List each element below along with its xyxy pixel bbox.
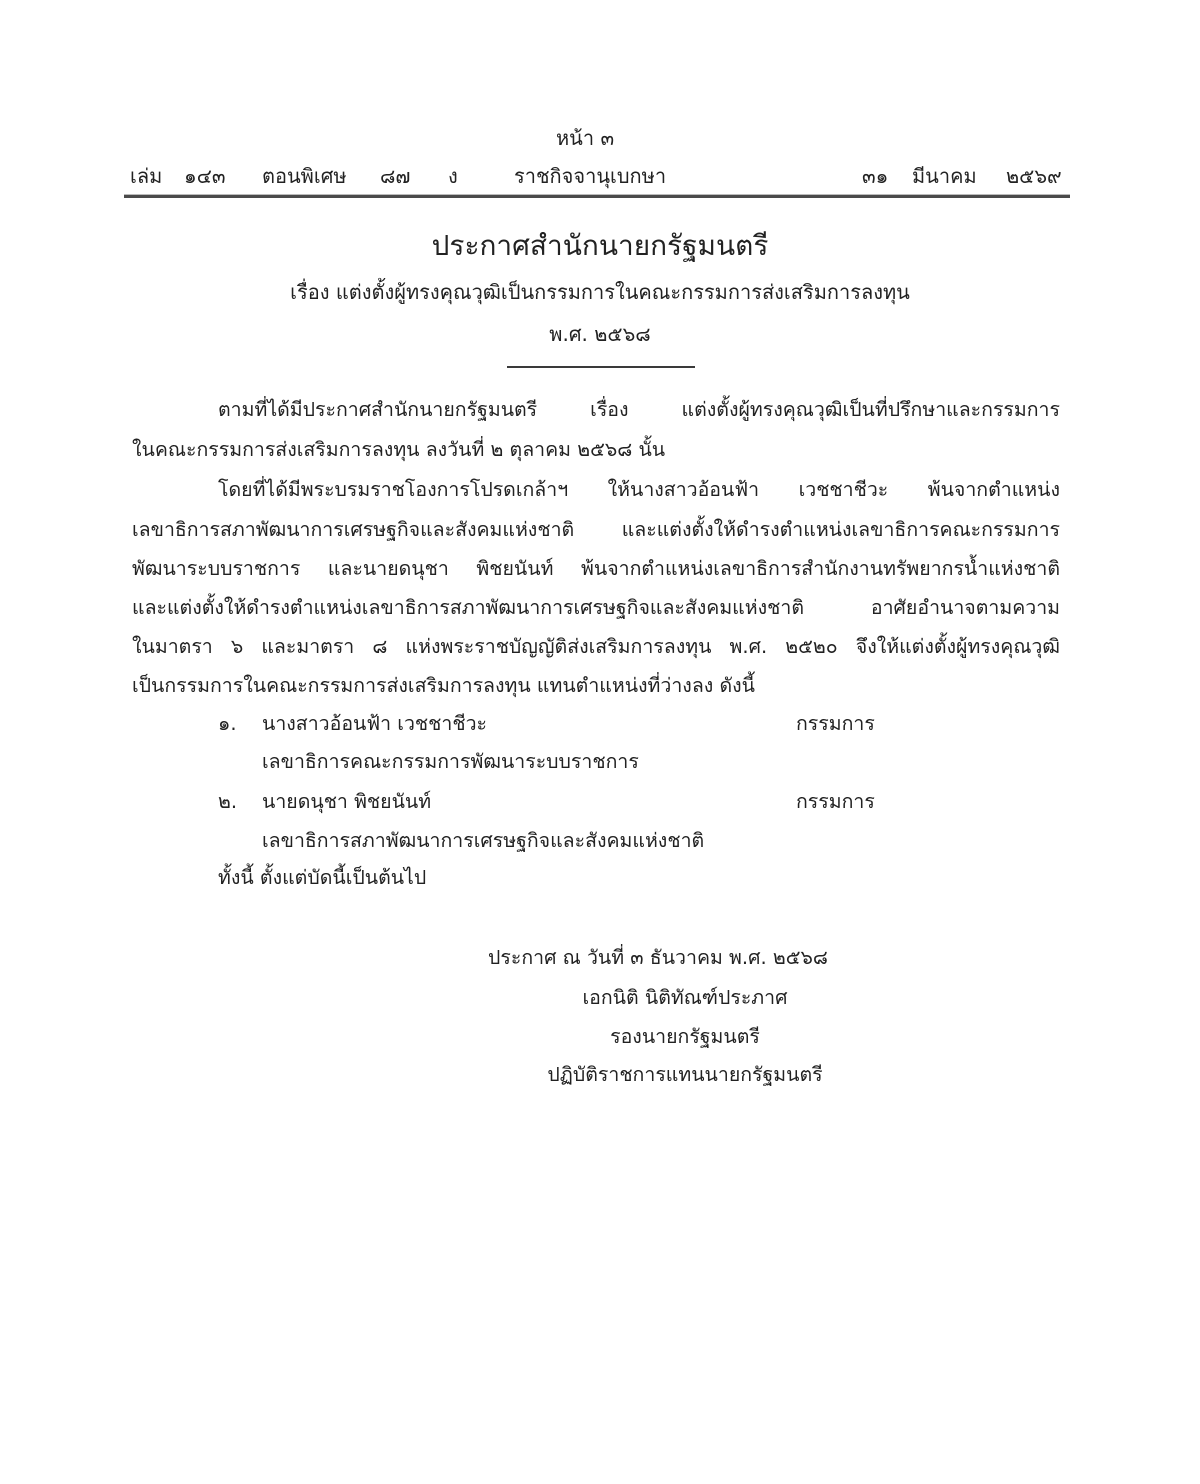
- appointee-position: เลขาธิการสภาพัฒนาการเศรษฐกิจและสังคมแห่งชาติ: [262, 829, 705, 852]
- paragraph-line: ในคณะกรรมการส่งเสริมการลงทุน ลงวันที่ ๒ ตุลาคม ๒๕๖๘ นั้น: [132, 438, 666, 461]
- effective-clause: ทั้งนี้ ตั้งแต่บัดนี้เป็นต้นไป: [218, 866, 427, 889]
- announcement-date: ประกาศ ณ วันที่ ๓ ธันวาคม พ.ศ. ๒๕๖๘: [488, 946, 828, 969]
- paragraph-line: โดยที่ได้มีพระบรมราชโองการโปรดเกล้าฯ ให้นางสาวอ้อนฟ้า เวชชาชีวะ พ้นจากตำแหน่ง: [218, 478, 1060, 501]
- section-number: ๘๗: [380, 164, 411, 188]
- signatory-name: เอกนิติ นิติทัณฑ์ประภาศ: [582, 986, 788, 1009]
- gazette-name: ราชกิจจานุเบกษา: [514, 164, 667, 188]
- appointee-role: กรรมการ: [796, 790, 875, 813]
- appointee-name: นายดนุชา พิชยนันท์: [262, 790, 432, 813]
- signatory-acting: ปฏิบัติราชการแทนนายกรัฐมนตรี: [547, 1063, 823, 1086]
- item-number: ๑.: [218, 712, 237, 735]
- paragraph-line: พัฒนาระบบราชการ และนายดนุชา พิชยนันท์ พ้นจากตำแหน่งเลขาธิการสำนักงานทรัพยากรน้ำแห่งชาติ: [132, 557, 1060, 580]
- appointee-position: เลขาธิการคณะกรรมการพัฒนาระบบราชการ: [262, 750, 639, 773]
- document-subject: เรื่อง แต่งตั้งผู้ทรงคุณวุฒิเป็นกรรมการในคณะกรรมการส่งเสริมการลงทุน: [290, 280, 910, 304]
- date-day: ๓๑: [862, 164, 889, 188]
- appointee-name: นางสาวอ้อนฟ้า เวชชาชีวะ: [262, 712, 488, 735]
- title-divider: [507, 366, 695, 368]
- volume-label: เล่ม: [130, 164, 163, 188]
- page-number: หน้า ๓: [556, 126, 615, 150]
- document-title: ประกาศสำนักนายกรัฐมนตรี: [431, 229, 769, 262]
- section-type: ง: [448, 164, 458, 188]
- paragraph-line: เลขาธิการสภาพัฒนาการเศรษฐกิจและสังคมแห่งชาติ และแต่งตั้งให้ดำรงตำแหน่งเลขาธิการคณะกรรมการ: [132, 518, 1060, 541]
- document-year: พ.ศ. ๒๕๖๘: [549, 322, 651, 346]
- paragraph-line: ในมาตรา ๖ และมาตรา ๘ แห่งพระราชบัญญัติส่งเสริมการลงทุน พ.ศ. ๒๕๒๐ จึงให้แต่งตั้งผู้ทรงคุณวุฒิ: [132, 635, 1060, 658]
- paragraph-line: เป็นกรรมการในคณะกรรมการส่งเสริมการลงทุน แทนตำแหน่งที่ว่างลง ดังนี้: [132, 674, 756, 697]
- date-month: มีนาคม: [912, 164, 977, 188]
- item-number: ๒.: [218, 790, 238, 813]
- date-year: ๒๕๖๙: [1006, 164, 1062, 188]
- header-rule: [124, 194, 1070, 198]
- paragraph-line: ตามที่ได้มีประกาศสำนักนายกรัฐมนตรี เรื่อง แต่งตั้งผู้ทรงคุณวุฒิเป็นที่ปรึกษาและกรรมการ: [218, 398, 1060, 421]
- signatory-title: รองนายกรัฐมนตรี: [610, 1025, 760, 1048]
- volume-number: ๑๔๓: [184, 164, 226, 188]
- appointee-role: กรรมการ: [796, 712, 875, 735]
- paragraph-line: และแต่งตั้งให้ดำรงตำแหน่งเลขาธิการสภาพัฒนาการเศรษฐกิจและสังคมแห่งชาติ อาศัยอำนาจตามความ: [132, 596, 1060, 619]
- section-label: ตอนพิเศษ: [262, 164, 347, 188]
